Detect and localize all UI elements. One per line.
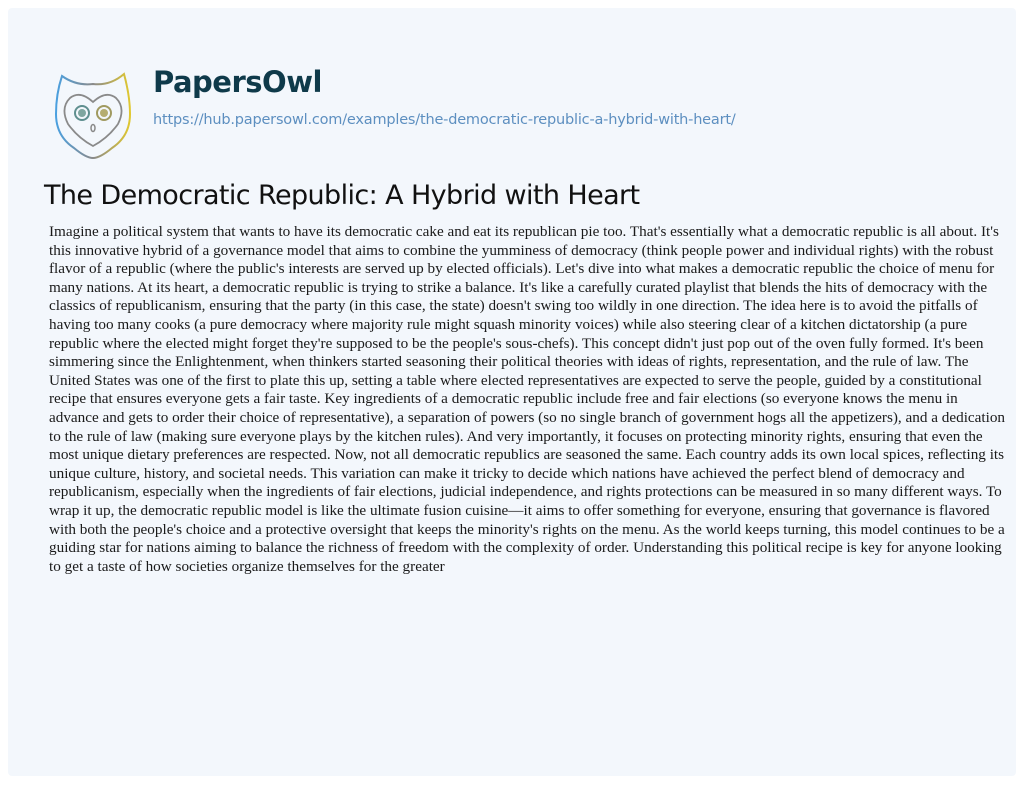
article-title: The Democratic Republic: A Hybrid with Heart [44,180,640,211]
document-card [8,8,1016,776]
brand-name: PapersOwl [153,65,322,99]
header [8,8,1016,168]
article-body: Imagine a political system that wants to have its democratic cake and eat its republican pie too. That's essentially what a democratic republic is all about. It's this innovative hybrid of a governance model that aims to combine the yumminess of democracy (think people power and individual rights) with the robust flavor of a republic (where the public's interests are served up by elected officials). Let's dive into what makes a democratic republic the choice of menu for many nations. At its heart, a democratic republic is trying to strike a balance. It's like a carefully curated playlist that blends the hits of democracy with the classics of republicanism, ensuring that the party (in this case, the state) doesn't swing too wildly in one direction. The idea here is to avoid the pitfalls of having too many cooks (a pure democracy where majority rule might squash minority voices) while also steering clear of a kitchen dictatorship (a pure republic where the elected might forget they're supposed to be the people's sous-chefs). This concept didn't just pop out of the oven fully formed. It's been simmering since the Enlightenment, when thinkers started seasoning their political theories with ideas of rights, representation, and the rule of law. The United States was one of the first to plate this up, setting a table where elected representatives are expected to serve the people, guided by a constitutional recipe that ensures everyone gets a fair taste. Key ingredients of a democratic republic include free and fair elections (so everyone knows the menu in advance and gets to order their choice of representative), a separation of powers (so no single branch of government hogs all the appetizers), and a dedication to the rule of law (making sure everyone plays by the kitchen rules). And very importantly, it focuses on protecting minority rights, ensuring that even the most unique dietary preferences are respected. Now, not all democratic republics are seasoned the same. Each country adds its own local spices, reflecting its unique culture, history, and societal needs. This variation can make it tricky to decide which nations have achieved the perfect blend of democracy and republicanism, especially when the ingredients of fair elections, judicial independence, and rights protections can be measured in so many different ways. To wrap it up, the democratic republic model is like the ultimate fusion cuisine—it aims to offer something for everyone, ensuring that governance is flavored with both the people's choice and a protective oversight that keeps the minority's rights on the menu. As the world keeps turning, this model continues to be a guiding star for nations aiming to balance the richness of freedom with the complexity of order. Understanding this political recipe is key for anyone looking to get a taste of how societies organize themselves for the greater [49,223,1006,575]
source-url-link[interactable]: https://hub.papersowl.com/examples/the-democratic-republic-a-hybrid-with-heart/ [153,112,736,128]
owl-logo-icon [50,66,136,162]
